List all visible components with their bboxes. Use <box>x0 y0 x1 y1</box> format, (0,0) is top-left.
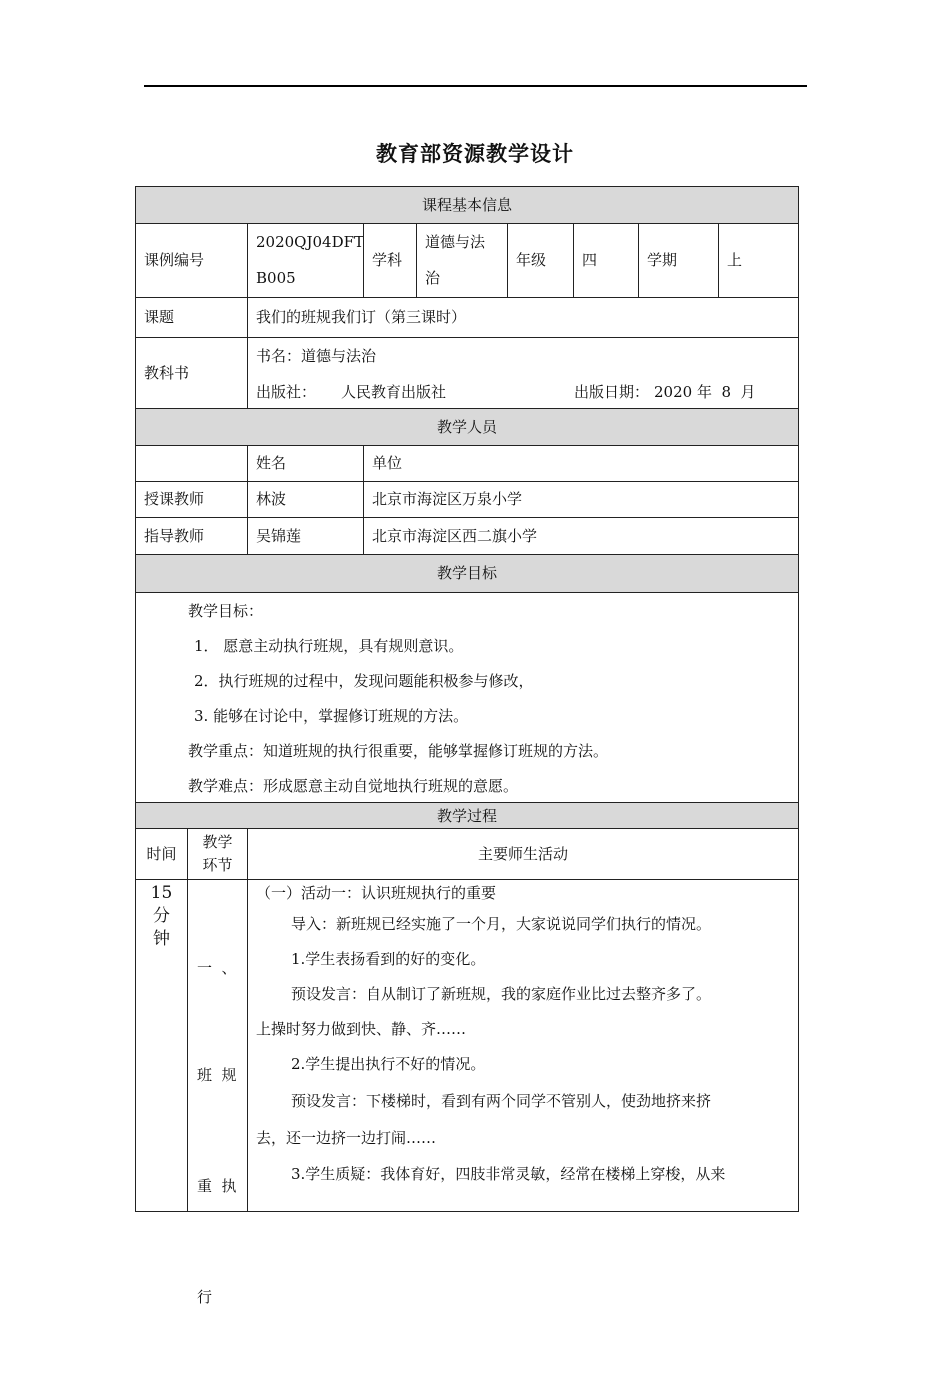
staff-name: 林波 <box>247 481 364 518</box>
time-line: 钟 <box>153 929 170 949</box>
lesson-design-table <box>135 186 799 1306</box>
activity-line: （一）活动一：认识班规执行的重要 <box>256 884 497 902</box>
staff-blank-cell <box>135 445 248 482</box>
col-stage-line1: 教学 <box>202 833 233 851</box>
topic-value: 我们的班规我们订（第三课时） <box>247 297 799 338</box>
activity-line: 去，还一边挤一边打闹…… <box>256 1129 437 1147</box>
staff-col-unit: 单位 <box>363 445 799 482</box>
subject-value <box>416 223 508 298</box>
col-time: 时间 <box>135 828 188 880</box>
textbook-label: 教科书 <box>135 337 248 409</box>
case-no-line2: B005 <box>256 269 296 287</box>
term-value: 上 <box>718 223 799 298</box>
subject-line2: 治 <box>425 269 441 287</box>
staff-role: 指导教师 <box>135 517 248 555</box>
objectives-header: 教学目标 <box>135 554 799 593</box>
topic-label: 课题 <box>135 297 248 338</box>
publisher-value: 人民教育出版社 <box>341 383 447 401</box>
grade-value: 四 <box>573 223 639 298</box>
activity-line: 3.学生质疑：我体育好，四肢非常灵敏，经常在楼梯上穿梭，从来 <box>291 1165 726 1183</box>
course-info-header: 课程基本信息 <box>135 186 799 224</box>
activity-line: 导入：新班规已经实施了一个月，大家说说同学们执行的情况。 <box>291 915 712 933</box>
staff-unit: 北京市海淀区西二旗小学 <box>363 517 799 555</box>
time-line: 分 <box>153 906 170 926</box>
subject-line1: 道德与法 <box>425 233 486 251</box>
case-no-label: 课例编号 <box>135 223 248 298</box>
activity-cell <box>247 879 799 1212</box>
activity-line: 2.学生提出执行不好的情况。 <box>291 1055 486 1073</box>
objective-item: 1． 愿意主动执行班规，具有规则意识。 <box>194 637 464 655</box>
process-header: 教学过程 <box>135 802 799 829</box>
pub-date-label: 出版日期： <box>574 383 650 401</box>
col-stage <box>187 828 248 880</box>
grade-label: 年级 <box>507 223 574 298</box>
stage-line: 行 <box>197 1288 213 1306</box>
stage-cell <box>187 879 248 1306</box>
time-cell <box>135 879 188 1212</box>
stage-line: 班 规 <box>197 1066 237 1084</box>
staff-header: 教学人员 <box>135 408 799 446</box>
activity-line: 上操时努力做到快、静、齐…… <box>256 1020 467 1038</box>
stage-line: 重 执 <box>197 1177 237 1195</box>
case-no-line1: 2020QJ04DFT <box>256 233 365 251</box>
page-title: 教育部资源教学设计 <box>376 142 574 166</box>
book-name: 书名：道德与法治 <box>256 347 377 365</box>
objective-item: 2．执行班规的过程中，发现问题能积极参与修改， <box>194 672 534 690</box>
textbook-value <box>247 337 799 409</box>
activity-line: 1.学生表扬看到的好的变化。 <box>291 950 486 968</box>
staff-role: 授课教师 <box>135 481 248 518</box>
publisher-label: 出版社： <box>256 383 317 401</box>
pub-date-value: 2020 年 8 月 <box>654 383 756 401</box>
term-label: 学期 <box>638 223 719 298</box>
staff-unit: 北京市海淀区万泉小学 <box>363 481 799 518</box>
col-stage-line2: 环节 <box>202 856 233 874</box>
time-line: 15 <box>150 883 173 903</box>
col-activity: 主要师生活动 <box>247 828 799 880</box>
stage-line: 一 、 <box>197 959 237 977</box>
objectives-intro: 教学目标： <box>188 602 264 620</box>
activity-line: 预设发言：自从制订了新班规，我的家庭作业比过去整齐多了。 <box>291 985 712 1003</box>
activity-line: 预设发言：下楼梯时，看到有两个同学不管别人，使劲地挤来挤 <box>291 1092 712 1110</box>
key-point: 教学重点：知道班规的执行很重要，能够掌握修订班规的方法。 <box>188 742 609 760</box>
objective-item: 3. 能够在讨论中，掌握修订班规的方法。 <box>194 707 469 725</box>
staff-name: 吴锦莲 <box>247 517 364 555</box>
staff-col-name: 姓名 <box>247 445 364 482</box>
subject-label: 学科 <box>363 223 417 298</box>
publisher-line <box>256 374 790 410</box>
case-no-value <box>247 223 364 298</box>
difficulty: 教学难点：形成愿意主动自觉地执行班规的意愿。 <box>188 777 519 795</box>
objectives-body <box>135 592 799 803</box>
header-rule <box>144 85 807 87</box>
